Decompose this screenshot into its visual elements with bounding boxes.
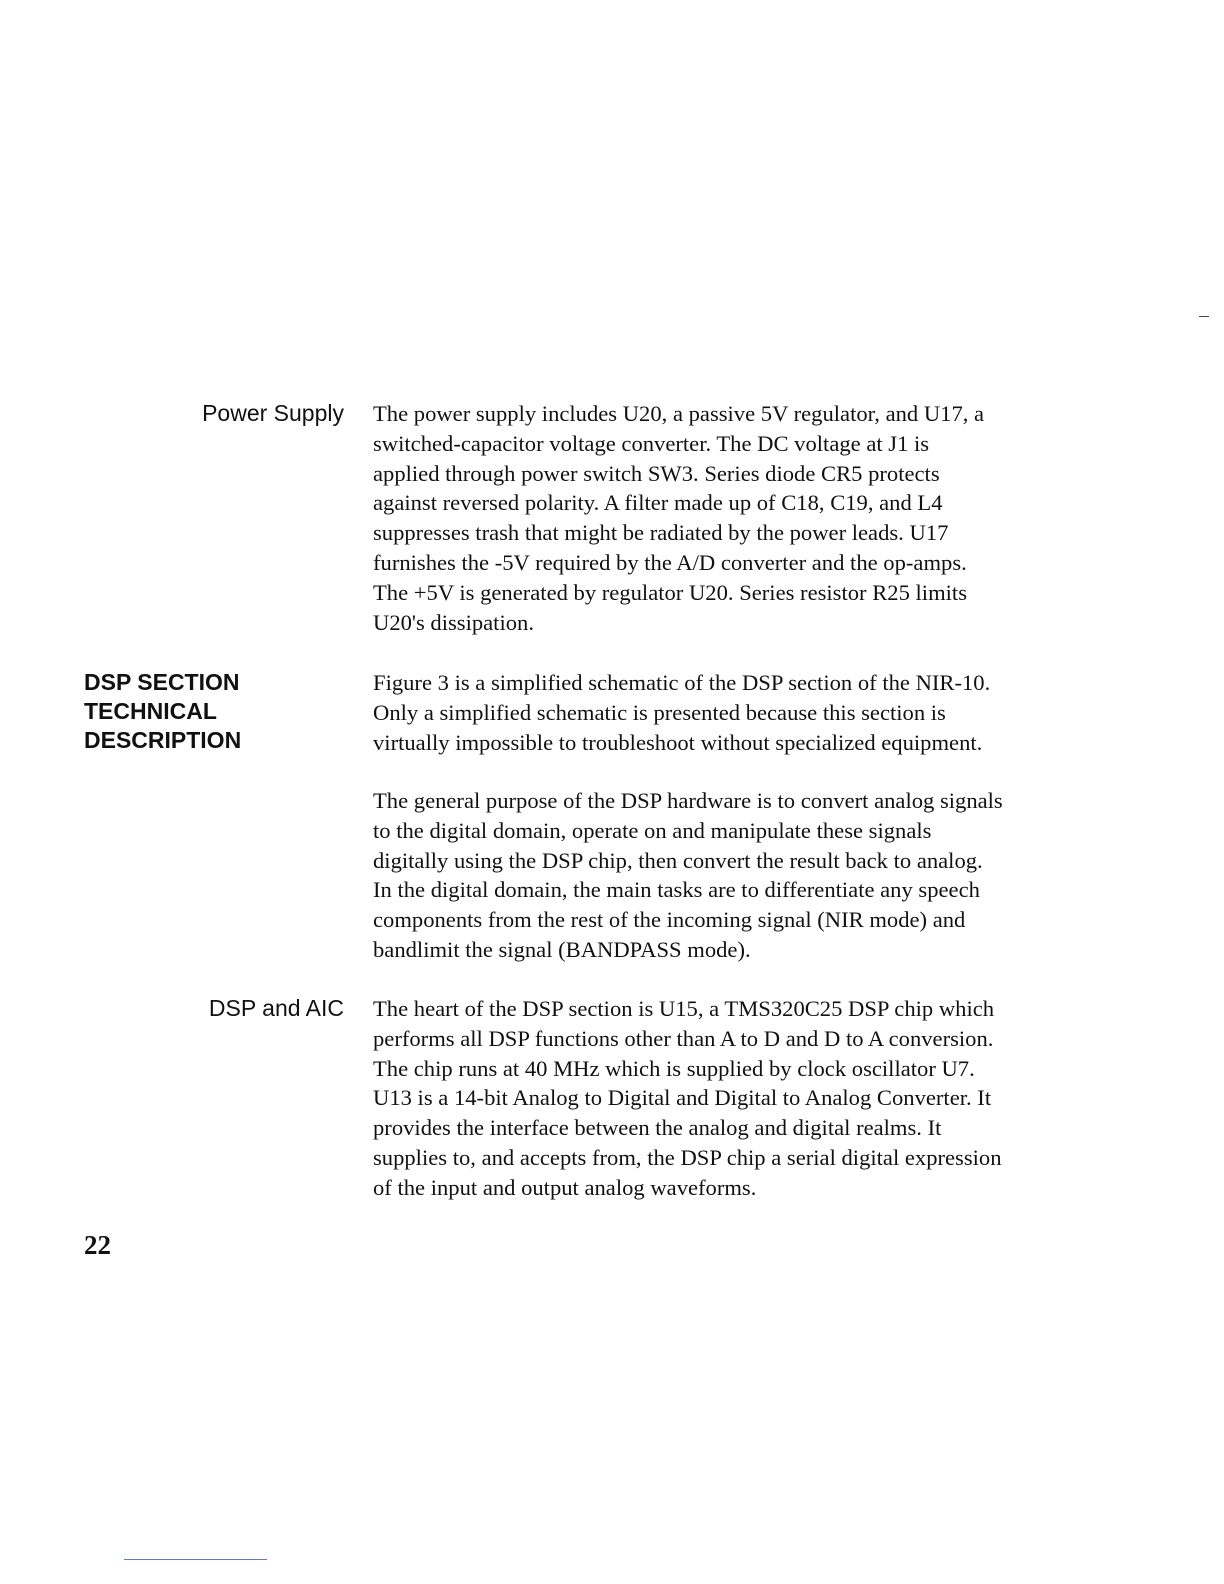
text-line: The general purpose of the DSP hardware is to convert analog signals: [373, 788, 1003, 813]
text-line: performs all DSP functions other than A to D and D to A conversion.: [373, 1025, 994, 1051]
power-supply-paragraph: [373, 399, 1073, 637]
dsp-section-heading: [84, 668, 241, 755]
text-line: of the input and output analog waveforms.: [373, 1174, 757, 1200]
text-line: against reversed polarity. A filter made up of C18, C19, and L4: [373, 490, 943, 516]
text-line: bandlimit the signal (BANDPASS mode).: [373, 936, 751, 962]
text-line: virtually impossible to troubleshoot without specialized equipment.: [373, 729, 983, 755]
text-line: switched-capacitor voltage converter. The DC voltage at J1 is: [373, 430, 930, 456]
text-line: furnishes the -5V required by the A/D converter and the op-amps.: [373, 549, 967, 575]
text-line: to the digital domain, operate on and manipulate these signals: [373, 817, 932, 843]
dsp-intro-paragraph: [373, 668, 1073, 757]
text-line: U13 is a 14-bit Analog to Digital and Digital to Analog Converter. It: [373, 1085, 992, 1111]
footer-rule: [124, 1559, 267, 1560]
text-line: digitally using the DSP chip, then convert the result back to analog.: [373, 847, 983, 873]
heading-line: DESCRIPTION: [84, 727, 242, 753]
text-line: The chip runs at 40 MHz which is supplied by clock oscillator U7.: [373, 1055, 975, 1081]
page-number: 22: [84, 1230, 111, 1260]
edge-tick-mark: [1199, 316, 1209, 317]
text-line: components from the rest of the incoming signal (NIR mode) and: [373, 907, 966, 933]
text-line: Figure 3 is a simplified schematic of the DSP section of the NIR-10.: [373, 670, 991, 695]
power-supply-heading: Power Supply: [202, 400, 344, 426]
text-line: suppresses trash that might be radiated by the power leads. U17: [373, 520, 949, 546]
text-line: In the digital domain, the main tasks are to differentiate any speech: [373, 877, 980, 903]
text-line: provides the interface between the analog and digital realms. It: [373, 1115, 942, 1141]
text-line: supplies to, and accepts from, the DSP chip a serial digital expression: [373, 1144, 1002, 1170]
text-line: The power supply includes U20, a passive 5V regulator, and U17, a: [373, 401, 985, 426]
dsp-purpose-paragraph: [373, 786, 1073, 965]
text-line: The heart of the DSP section is U15, a TMS320C25 DSP chip which: [373, 996, 995, 1021]
heading-line: DSP SECTION: [84, 669, 240, 695]
text-line: U20's dissipation.: [373, 609, 534, 635]
text-line: The +5V is generated by regulator U20. Series resistor R25 limits: [373, 579, 968, 605]
dsp-aic-paragraph: [373, 994, 1073, 1203]
heading-line: TECHNICAL: [84, 698, 217, 724]
text-line: applied through power switch SW3. Series diode CR5 protects: [373, 460, 940, 486]
dsp-aic-heading: DSP and AIC: [208, 995, 344, 1021]
text-line: Only a simplified schematic is presented because this section is: [373, 699, 946, 725]
